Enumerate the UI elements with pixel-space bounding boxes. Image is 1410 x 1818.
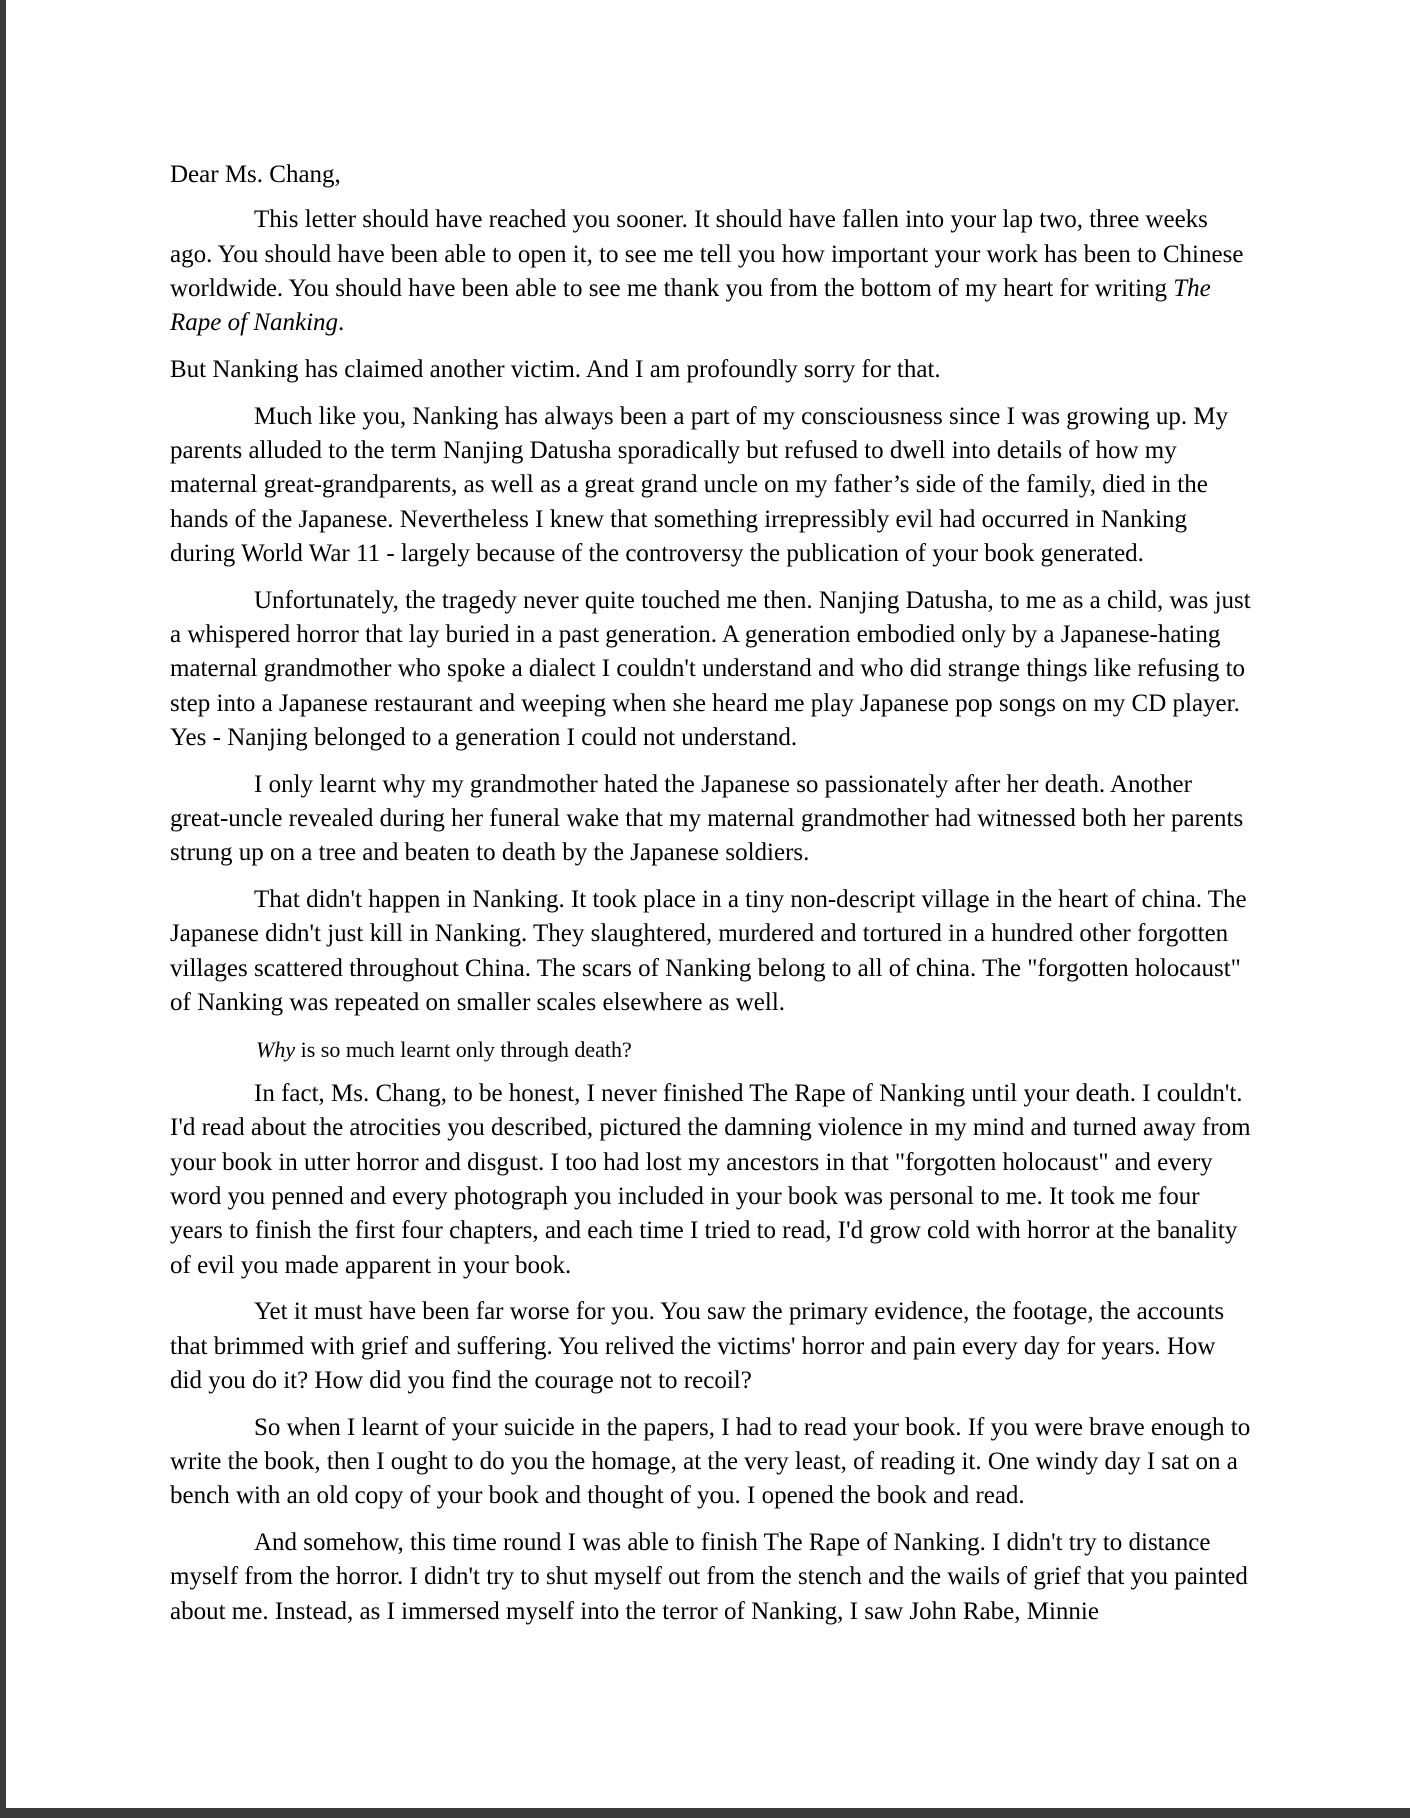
paragraph-8: In fact, Ms. Chang, to be honest, I never finished The Rape of Nanking until your death. I couldn't. I'd read about the atrocities you described, pictured the damning violence in my mind and turned away from your book in utter horror and disgust. I too had lost my ancestors in that "forgotten holocaust" and every word you penned and every photograph you included in your book was personal to me. It took me four years to finish the first four chapters, and each time I tried to read, I'd grow cold with horror at the banality of evil you made apparent in your book. <box>170 1080 1251 1279</box>
paragraph-11: And somehow, this time round I was able to finish The Rape of Nanking. I didn't try to distance myself from the horror. I didn't try to shut myself out from the stench and the wails of grief that you painted about me. Instead, as I immersed myself into the terror of Nanking, I saw John Rabe, Minnie <box>170 1529 1248 1625</box>
paragraph-1-end: . <box>338 309 345 337</box>
paragraph-9: Yet it must have been far worse for you. You saw the primary evidence, the footage, the accounts that brimmed with grief and suffering. You relived the victims' horror and pain every day for years. How did you do it? How did you find the courage not to recoil? <box>170 1298 1225 1394</box>
paragraph-1 <box>170 203 1252 340</box>
salutation: Dear Ms. Chang, <box>170 161 341 188</box>
paragraph-1-text: This letter should have reached you sooner. It should have fallen into your lap two, three weeks ago. You should have been able to open it, to see me tell you how important your work has been to Chinese worldwide. You should have been able to see me thank you from the bottom of my heart for writing <box>170 206 1244 302</box>
letter-body <box>170 158 1252 1629</box>
paragraph-10: So when I learnt of your suicide in the papers, I had to read your book. If you were brave enough to write the book, then I ought to do you the homage, at the very least, of reading it. One windy day I sat on a bench with an old copy of your book and thought of you. I opened the book and read. <box>170 1413 1251 1510</box>
paragraph-5: I only learnt why my grandmother hated the Japanese so passionately after her death. Another great-uncle revealed during her funeral wake that my maternal grandmother had witnessed both her parents strung up on a tree and beaten to death by the Japanese soldiers. <box>170 770 1244 867</box>
paragraph-7-rest: is so much learnt only through death? <box>295 1036 632 1062</box>
paragraph-6: That didn't happen in Nanking. It took place in a tiny non-descript village in the heart of china. The Japanese didn't just kill in Nanking. They slaughtered, murdered and tortured in a hundred other forgotten villages scattered throughout China. The scars of Nanking belong to all of china. The "forgotten holocaust" of Nanking was repeated on smaller scales elsewhere as well. <box>170 886 1247 1017</box>
book-title: The Rape of Nanking <box>170 274 1211 337</box>
document-page <box>6 0 1410 1808</box>
paragraph-7 <box>170 1033 1252 1067</box>
paragraph-4: Unfortunately, the tragedy never quite touched me then. Nanjing Datusha, to me as a child, was just a whispered horror that lay buried in a past generation. A generation embodied only by a Japanese-hating maternal grandmother who spoke a dialect I couldn't understand and who did strange things like refusing to step into a Japanese restaurant and weeping when she heard me play Japanese pop songs on my CD player. Yes - Nanjing belonged to a generation I could not understand. <box>170 586 1251 751</box>
paragraph-3: Much like you, Nanking has always been a part of my consciousness since I was growing up. My parents alluded to the term Nanjing Datusha sporadically but refused to dwell into details of how my maternal great-grandparents, as well as a great grand uncle on my father’s side of the family, died in the hands of the Japanese. Nevertheless I knew that something irrepressibly evil had occurred in Nanking during World War 11 - largely because of the controversy the publication of your book generated. <box>170 402 1229 567</box>
paragraph-7-emphasis: Why <box>256 1036 296 1062</box>
paragraph-2: But Nanking has claimed another victim. And I am profoundly sorry for that. <box>170 355 941 383</box>
